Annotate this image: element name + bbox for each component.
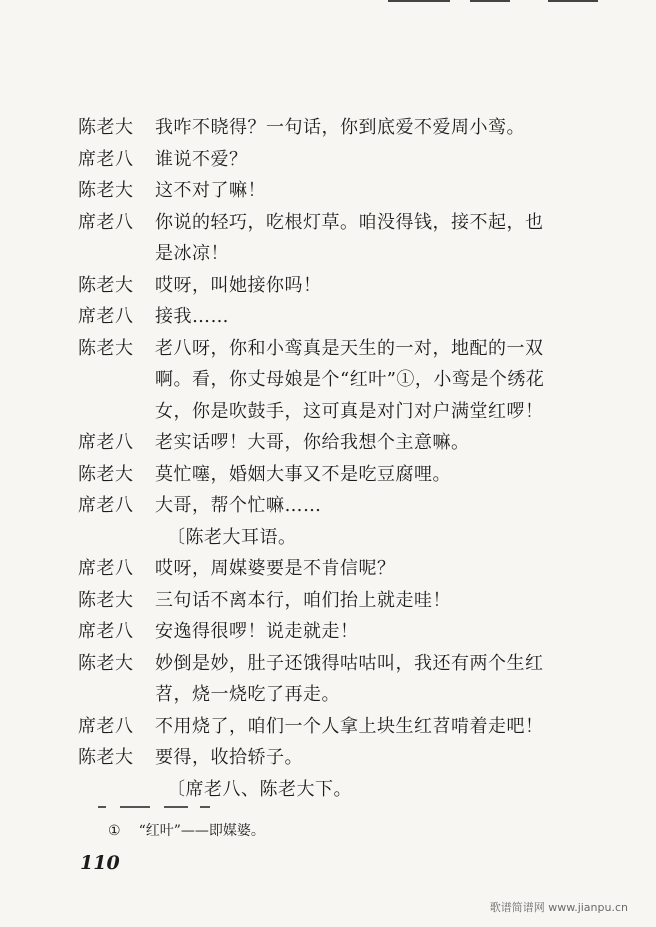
- dialogue-line: [78, 333, 578, 365]
- top-rule-mid: [470, 0, 510, 2]
- footnote-marker: ①: [108, 823, 121, 839]
- speaker-name: 席老八: [78, 148, 134, 170]
- speaker-name: 陈老大: [78, 463, 134, 485]
- top-rule-left: [388, 0, 450, 2]
- footnote-separator: [98, 806, 218, 810]
- dialogue-text: 谁说不爱？: [155, 148, 248, 170]
- speaker-name: 席老八: [78, 432, 134, 453]
- dialogue-text: 女，你是吹鼓手，这可真是对门对户满堂红啰！: [155, 400, 544, 422]
- dialogue-line: [78, 364, 578, 396]
- dialogue-line: [78, 207, 578, 239]
- speaker-name: 席老八: [78, 621, 134, 642]
- top-rule-right: [548, 0, 598, 2]
- dialogue-text: 你说的轻巧，吃根灯草。咱没得钱，接不起，也: [155, 211, 544, 233]
- speaker-name: 席老八: [78, 715, 134, 737]
- speaker-name: 陈老大: [78, 117, 134, 138]
- dialogue-text: 这不对了嘛！: [155, 180, 266, 201]
- dialogue-text: 苕，烧一烧吃了再走。: [155, 684, 340, 705]
- stage-direction: 〔席老八、陈老大下。: [167, 778, 352, 800]
- dialogue-text: 老八呀，你和小鸾真是天生的一对，地配的一双: [155, 337, 544, 359]
- dialogue-text: 不用烧了，咱们一个人拿上块生红苕啃着走吧！: [155, 715, 544, 737]
- dialogue-line: [78, 112, 578, 144]
- dialogue-line: [78, 648, 578, 680]
- dialogue-line: [78, 490, 578, 522]
- speaker-name: 席老八: [78, 211, 134, 233]
- dialogue-line: [78, 396, 578, 428]
- dialogue-line: [78, 742, 578, 774]
- dialogue-line: [78, 553, 578, 585]
- dialogue-line: [78, 679, 578, 711]
- watermark: 歌谱简谱网 www.jianpu.cn: [489, 901, 628, 914]
- dialogue-text: 大哥，帮个忙嘛……: [155, 495, 322, 516]
- dialogue-text: 哎呀，周媒婆要是不肯信呢？: [155, 558, 396, 579]
- speaker-name: 陈老大: [78, 337, 134, 359]
- dialogue-text: 是冰凉！: [155, 243, 229, 264]
- speaker-name: 陈老大: [78, 589, 134, 611]
- dialogue-text: 要得，收拾轿子。: [155, 747, 303, 768]
- dialogue-line: [78, 585, 578, 617]
- dialogue-text: 莫忙噻，婚姻大事又不是吃豆腐哩。: [155, 463, 451, 485]
- speaker-name: 陈老大: [78, 652, 134, 674]
- speaker-name: 陈老大: [78, 180, 134, 201]
- dialogue-text: 哎呀，叫她接你吗！: [155, 274, 322, 296]
- dialogue-line: [78, 427, 578, 459]
- script-body: [78, 112, 578, 805]
- dialogue-line: [78, 144, 578, 176]
- footnote-text: “红叶”——即媒婆。: [138, 823, 265, 839]
- dialogue-text: 三句话不离本行，咱们抬上就走哇！: [155, 589, 451, 611]
- dialogue-text: 安逸得很啰！说走就走！: [155, 621, 359, 642]
- stage-direction: 〔陈老大耳语。: [167, 526, 297, 548]
- dialogue-line: [78, 711, 578, 743]
- speaker-name: 席老八: [78, 495, 134, 516]
- dialogue-line: [78, 459, 578, 491]
- page-number: 110: [80, 852, 120, 874]
- dialogue-line: [78, 616, 578, 648]
- dialogue-text: 妙倒是妙，肚子还饿得咕咕叫，我还有两个生红: [155, 652, 544, 674]
- footnote: [108, 820, 265, 842]
- dialogue-text: 我咋不晓得？一句话，你到底爱不爱周小鸾。: [155, 117, 525, 138]
- dialogue-line: [78, 301, 578, 333]
- speaker-name: 席老八: [78, 558, 134, 579]
- speaker-name: 席老八: [78, 306, 134, 327]
- dialogue-line: [78, 270, 578, 302]
- speaker-name: 陈老大: [78, 274, 134, 296]
- dialogue-text: 啊。看，你丈母娘是个“红叶”①，小鸾是个绣花: [155, 369, 545, 390]
- dialogue-line: [78, 238, 578, 270]
- speaker-name: 陈老大: [78, 747, 134, 768]
- dialogue-text: 接我……: [155, 306, 229, 327]
- dialogue-text: 老实话啰！大哥，你给我想个主意嘛。: [155, 432, 470, 453]
- dialogue-line: [78, 175, 578, 207]
